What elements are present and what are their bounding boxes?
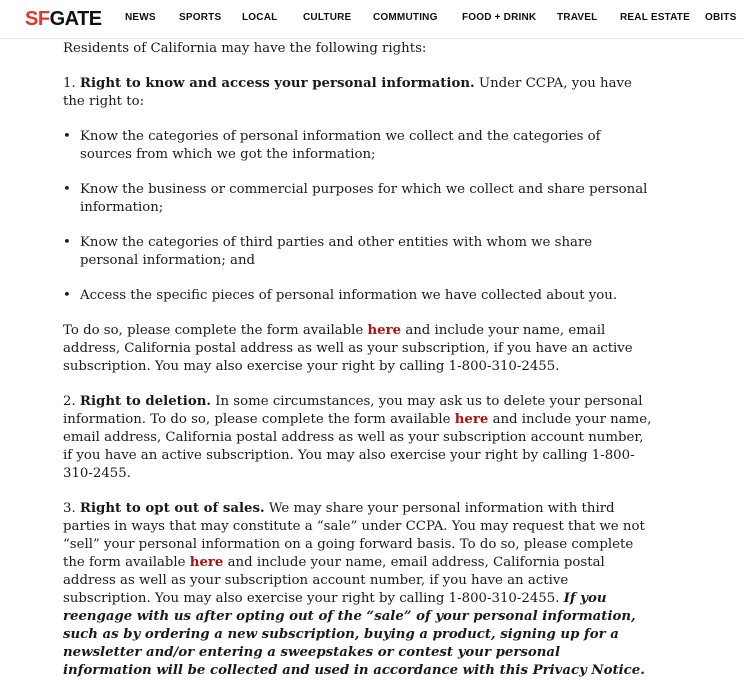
list-item [63,181,653,217]
section-1-title: Right to know and access your personal information. [79,76,475,91]
section-2-title: Right to deletion. [79,394,212,409]
bullet-icon: • [63,288,71,303]
bullet-icon: • [63,129,71,144]
section-1-number: 1. [63,76,76,91]
bullet-icon: • [63,182,71,197]
section-3-text-b: and include your name, email address, California postal address as well as your subscription account number, if you have an active subscription. You may also exercise your right by calling 1-800-310-2455. [63,555,605,606]
top-navigation-bar [0,0,744,39]
nav-commuting[interactable]: COMMUTING [373,12,438,23]
section-3-number: 3. [63,501,76,516]
section-2-text-a: In some circumstances, you may ask us to delete your personal information. To do so, please complete the form available [63,394,643,427]
nav-food-drink[interactable]: FOOD + DRINK [462,12,537,23]
logo-gate: GATE [49,8,102,30]
nav-obits[interactable]: OBITS [705,12,737,23]
bullet-icon: • [63,235,71,250]
section-3-emphasis: If you reengage with us after opting out of the “sale” of your personal information, such as by ordering a new subscription, buying a product, signing up for a newsletter and/or entering a sweepstakes or contest your personal information will be collected and used in accordance with this Privacy Notice. [63,591,645,678]
section-1-text: Under CCPA, you have the right to: [63,76,632,109]
opt-out-form-link[interactable]: here [189,555,224,570]
access-paragraph [63,322,653,376]
section-1-heading [63,75,653,111]
access-text-b: and include your name, email address, California postal address as well as your subscription, if you have an active subscription. You may also exercise your right by calling 1-800-310-2455. [63,323,633,374]
section-3-paragraph [63,500,653,680]
nav-culture[interactable]: CULTURE [303,12,352,23]
access-text-a: To do so, please complete the form available [63,323,368,338]
nav-news[interactable]: NEWS [125,12,156,23]
list-item-text: Know the categories of third parties and other entities with whom we share personal information; and [80,235,593,268]
deletion-form-link[interactable]: here [454,412,489,427]
section-3-title: Right to opt out of sales. [79,501,265,516]
nav-real-estate[interactable]: REAL ESTATE [620,12,690,23]
privacy-article [63,40,653,680]
logo-sf: SF [25,8,50,30]
section-3-text-a: We may share your personal information with third parties in ways that may constitute a “sale” under CCPA. You may request that we not “sell” your personal information on a going forward basis. To do so, please complete the form available [63,501,645,570]
list-item-text: Know the business or commercial purposes for which we collect and share personal information; [80,182,648,215]
list-item [63,234,653,270]
main-nav [0,12,744,26]
section-2-number: 2. [63,394,76,409]
list-item [63,287,653,305]
list-item-text: Know the categories of personal information we collect and the categories of sources from which we got the information; [80,129,601,162]
section-2-text-b: and include your name, email address, California postal address as well as your subscription account number, if you have an active subscription. You may also exercise your right by calling 1-800-310-2455. [63,412,652,481]
nav-sports[interactable]: SPORTS [179,12,222,23]
nav-travel[interactable]: TRAVEL [557,12,598,23]
section-2-paragraph [63,393,653,483]
nav-local[interactable]: LOCAL [242,12,278,23]
intro-paragraph: Residents of California may have the following rights: [63,41,427,56]
list-item-text: Access the specific pieces of personal information we have collected about you. [80,288,618,303]
access-form-link[interactable]: here [367,323,402,338]
list-item [63,128,653,164]
